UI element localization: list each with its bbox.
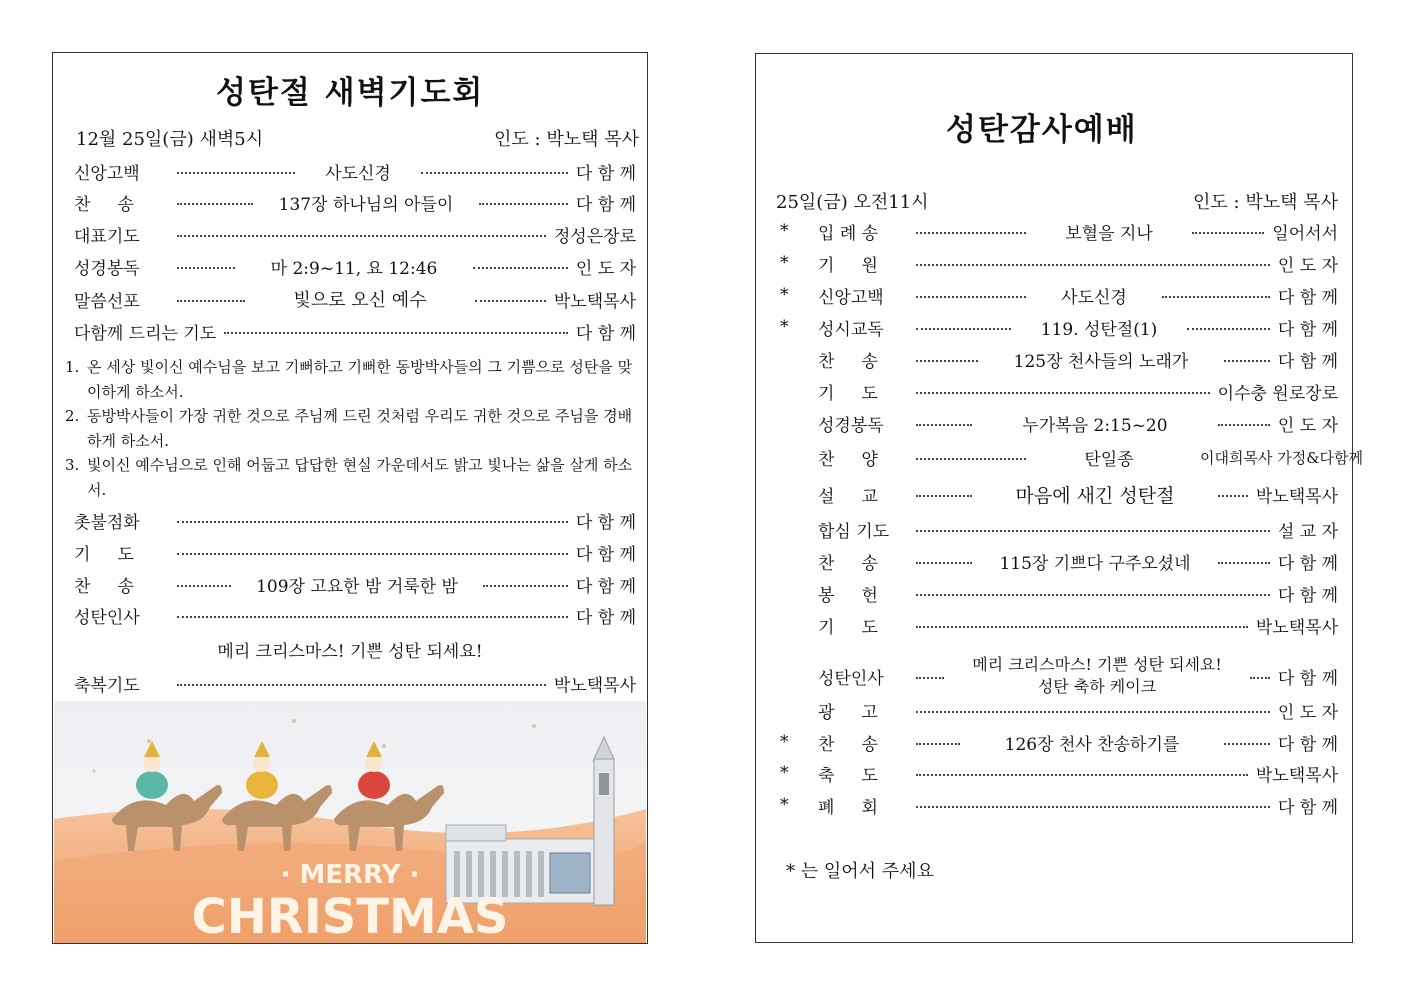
leader-dots (177, 172, 295, 174)
merry-text: · MERRY · (280, 860, 420, 890)
worship-row (818, 443, 1364, 471)
worship-row (780, 249, 1338, 277)
leader-dots (421, 172, 568, 174)
stand-marker: * (780, 763, 789, 783)
row-item: 탄일종 (1084, 449, 1134, 470)
cake-line: 성탄 축하 케이크 (1037, 677, 1157, 696)
leader-dots (177, 203, 253, 205)
row-label: 말씀선포 (74, 291, 140, 312)
leader-dots (916, 530, 1270, 532)
row-item: 109장 고요한 밤 거룩한 밤 (256, 576, 458, 597)
worship-row (818, 515, 1338, 543)
row-item: 119. 성탄절(1) (1040, 319, 1158, 340)
leader-dots (916, 711, 1270, 713)
worship-row (818, 611, 1338, 639)
stand-marker: * (780, 795, 789, 815)
leader-dots (224, 332, 568, 334)
row-label: 축 도 (818, 765, 878, 786)
wise-men-scene (54, 701, 646, 943)
leader-dots (916, 232, 1026, 234)
leader-dots (916, 296, 1026, 298)
christmas-greeting: 메리 크리스마스! 기쁜 성탄 되세요! (217, 642, 483, 662)
thanksgiving-title (946, 104, 1138, 149)
row-item: 115장 기쁘다 구주오셨네 (999, 553, 1191, 574)
leader-dots (1250, 677, 1270, 679)
row-person: 박노택목사 (553, 291, 636, 312)
row-label: 찬 송 (818, 553, 878, 574)
program-row (74, 601, 636, 629)
stand-marker: * (780, 317, 789, 337)
prayer-number: 1. (65, 358, 80, 376)
row-label: 촛불점화 (74, 512, 140, 533)
row-person: 다 함 께 (1277, 668, 1338, 689)
leader-dots (475, 300, 546, 302)
row-person: 다 함 께 (1277, 585, 1338, 606)
prayer-text: 빛이신 예수님으로 인해 어둡고 답답한 현실 가운데서도 밝고 빛나는 삶을 살게 하소서. (87, 456, 633, 499)
program-row (74, 669, 636, 697)
dawn-service-bulletin (52, 52, 648, 944)
row-label: 성경봉독 (74, 258, 140, 279)
row-person: 박노택목사 (1255, 486, 1338, 507)
worship-row (818, 409, 1338, 437)
worship-row (818, 480, 1338, 508)
leader-dots (1187, 328, 1270, 330)
prayer-number: 3. (65, 456, 80, 474)
worship-row (818, 696, 1338, 724)
worship-row (780, 728, 1338, 756)
row-item: 사도신경 (1061, 287, 1127, 308)
program-row (74, 285, 636, 313)
worship-row (780, 217, 1338, 245)
prayer-item (65, 453, 640, 502)
leader-dots (177, 684, 546, 686)
leader-dots (1224, 743, 1270, 745)
leader-dots (177, 235, 546, 237)
leader-dots (916, 774, 1248, 776)
worship-row (818, 652, 1338, 700)
row-item: 마 2:9~11, 요 12:46 (270, 258, 438, 279)
row-person: 다 함 께 (1277, 797, 1338, 818)
dawn-service-date: 12월 25일(금) 새벽5시 (76, 129, 264, 150)
row-label: 기 도 (818, 617, 878, 638)
row-item: 누가복음 2:15~20 (1022, 415, 1168, 436)
row-label: 합심 기도 (818, 521, 890, 542)
row-person: 인 도 자 (1277, 415, 1338, 436)
leader-dots (916, 264, 1270, 266)
row-item: 125장 천사들의 노래가 (1013, 351, 1189, 372)
row-label: 광 고 (818, 702, 878, 723)
row-person: 정성은장로 (553, 226, 636, 247)
leader-dots (177, 267, 235, 269)
row-person: 박노택목사 (1255, 617, 1338, 638)
leader-dots (916, 392, 1210, 394)
program-row (74, 538, 636, 566)
leader-dots (177, 616, 568, 618)
row-person: 다 함 께 (575, 544, 636, 565)
stand-marker: * (780, 221, 789, 241)
row-person: 인 도 자 (575, 258, 636, 279)
worship-row (818, 377, 1338, 405)
leader-dots (916, 495, 972, 497)
leader-dots (1218, 562, 1270, 564)
prayer-list (65, 355, 640, 502)
row-label: 대표기도 (74, 226, 140, 247)
thanksgiving-title-text: 성탄감사예배 (946, 112, 1138, 148)
leader-dots (177, 300, 245, 302)
worship-row (818, 547, 1338, 575)
leader-dots (916, 677, 944, 679)
stand-marker: * (780, 285, 789, 305)
leader-dots (177, 521, 568, 523)
service-leader: 인도 : 박노택 목사 (1193, 192, 1338, 213)
row-label: 축복기도 (74, 675, 140, 696)
program-row (74, 188, 636, 216)
row-label: 기 도 (818, 383, 878, 404)
worship-row (780, 313, 1338, 341)
row-person: 다 함 께 (575, 607, 636, 628)
row-label: 기 원 (818, 255, 878, 276)
leader-dots (1162, 296, 1270, 298)
program-row (74, 220, 636, 248)
leader-dots (916, 360, 978, 362)
stand-marker: * (780, 253, 789, 273)
row-person: 박노택목사 (553, 675, 636, 696)
leader-dots (483, 585, 568, 587)
row-person: 다 함 께 (1277, 351, 1338, 372)
row-person: 다 함 께 (1277, 734, 1338, 755)
thanksgiving-service-bulletin (755, 53, 1364, 943)
worship-row (780, 791, 1338, 819)
row-label: 입 례 송 (818, 223, 879, 244)
leader-dots (1192, 232, 1264, 234)
dawn-service-title (216, 67, 484, 112)
greeting-line: 메리 크리스마스! 기쁜 성탄 되세요! (972, 655, 1222, 674)
program-row (74, 252, 636, 280)
prayer-text: 온 세상 빛이신 예수님을 보고 기뻐하고 기뻐한 동방박사들의 그 기쁨으로 성탄을 맞이하게 하소서. (87, 358, 633, 401)
dawn-service-leader: 인도 : 박노택 목사 (494, 129, 639, 150)
leader-dots (479, 203, 568, 205)
leader-dots (177, 585, 231, 587)
row-label: 찬 송 (818, 734, 878, 755)
row-item: 126장 천사 찬송하기를 (1004, 734, 1180, 755)
leader-dots (177, 553, 568, 555)
row-label: 찬 송 (818, 351, 878, 372)
sermon-title: 빛으로 오신 예수 (293, 290, 427, 311)
row-person: 이수충 원로장로 (1217, 383, 1338, 404)
row-label: 다함께 드리는 기도 (74, 323, 217, 344)
row-label: 성탄인사 (74, 607, 140, 628)
worship-row (818, 345, 1338, 373)
leader-dots (916, 806, 1270, 808)
row-label: 찬 송 (74, 576, 134, 597)
row-person: 설 교 자 (1277, 521, 1338, 542)
row-person: 다 함 께 (575, 163, 636, 184)
row-label: 폐 회 (818, 797, 878, 818)
leader-dots (916, 424, 972, 426)
row-item: 보혈을 지나 (1065, 223, 1153, 244)
row-person: 다 함 께 (1277, 319, 1338, 340)
row-label: 신앙고백 (818, 287, 884, 308)
row-person: 다 함 께 (575, 323, 636, 344)
row-label: 찬 송 (74, 194, 134, 215)
program-row (74, 157, 636, 185)
worship-row (780, 759, 1338, 787)
stand-marker: * (780, 732, 789, 752)
row-person: 다 함 께 (1277, 287, 1338, 308)
row-label: 기 도 (74, 544, 134, 565)
row-person: 다 함 께 (575, 512, 636, 533)
row-label: 신앙고백 (74, 163, 140, 184)
row-person: 이대희목사 가정&다함께 (1200, 448, 1364, 467)
leader-dots (916, 458, 1026, 460)
row-person: 다 함 께 (575, 576, 636, 597)
row-person: 박노택목사 (1255, 765, 1338, 786)
row-person: 다 함 께 (575, 194, 636, 215)
service-date: 25일(금) 오전11시 (776, 192, 929, 213)
row-item: 137장 하나님의 아들이 (278, 194, 454, 215)
row-item: 사도신경 (325, 163, 391, 184)
standing-note: * 는 일어서 주세요 (786, 861, 934, 882)
dawn-service-title-text: 성탄절 새벽기도회 (216, 75, 485, 111)
row-item (952, 654, 1242, 698)
row-label: 성경봉독 (818, 415, 884, 436)
row-person: 일어서서 (1272, 223, 1338, 244)
worship-row (818, 579, 1338, 607)
worship-row (780, 281, 1338, 309)
christmas-illustration (54, 701, 646, 943)
row-person: 다 함 께 (1277, 553, 1338, 574)
program-row (74, 506, 636, 534)
leader-dots (473, 267, 568, 269)
row-label: 설 교 (818, 486, 878, 507)
leader-dots (1218, 495, 1248, 497)
leader-dots (1224, 360, 1270, 362)
leader-dots (916, 743, 960, 745)
program-row (74, 570, 636, 598)
row-label: 성시교독 (818, 319, 884, 340)
program-row (74, 317, 636, 345)
row-person: 인 도 자 (1277, 702, 1338, 723)
christmas-text: CHRISTMAS (191, 889, 509, 943)
leader-dots (1218, 424, 1270, 426)
sermon-title: 마음에 새긴 성탄절 (1015, 484, 1175, 507)
leader-dots (916, 562, 972, 564)
leader-dots (916, 626, 1248, 628)
row-label: 봉 헌 (818, 585, 878, 606)
prayer-text: 동방박사들이 가장 귀한 것으로 주님께 드린 것처럼 우리도 귀한 것으로 주님을 경배하게 하소서. (87, 407, 633, 450)
leader-dots (916, 328, 1011, 330)
row-label: 성탄인사 (818, 668, 884, 689)
row-person: 인 도 자 (1277, 255, 1338, 276)
leader-dots (916, 594, 1270, 596)
row-label: 찬 양 (818, 449, 878, 470)
prayer-number: 2. (65, 407, 80, 425)
prayer-item (65, 355, 640, 404)
prayer-item (65, 404, 640, 453)
